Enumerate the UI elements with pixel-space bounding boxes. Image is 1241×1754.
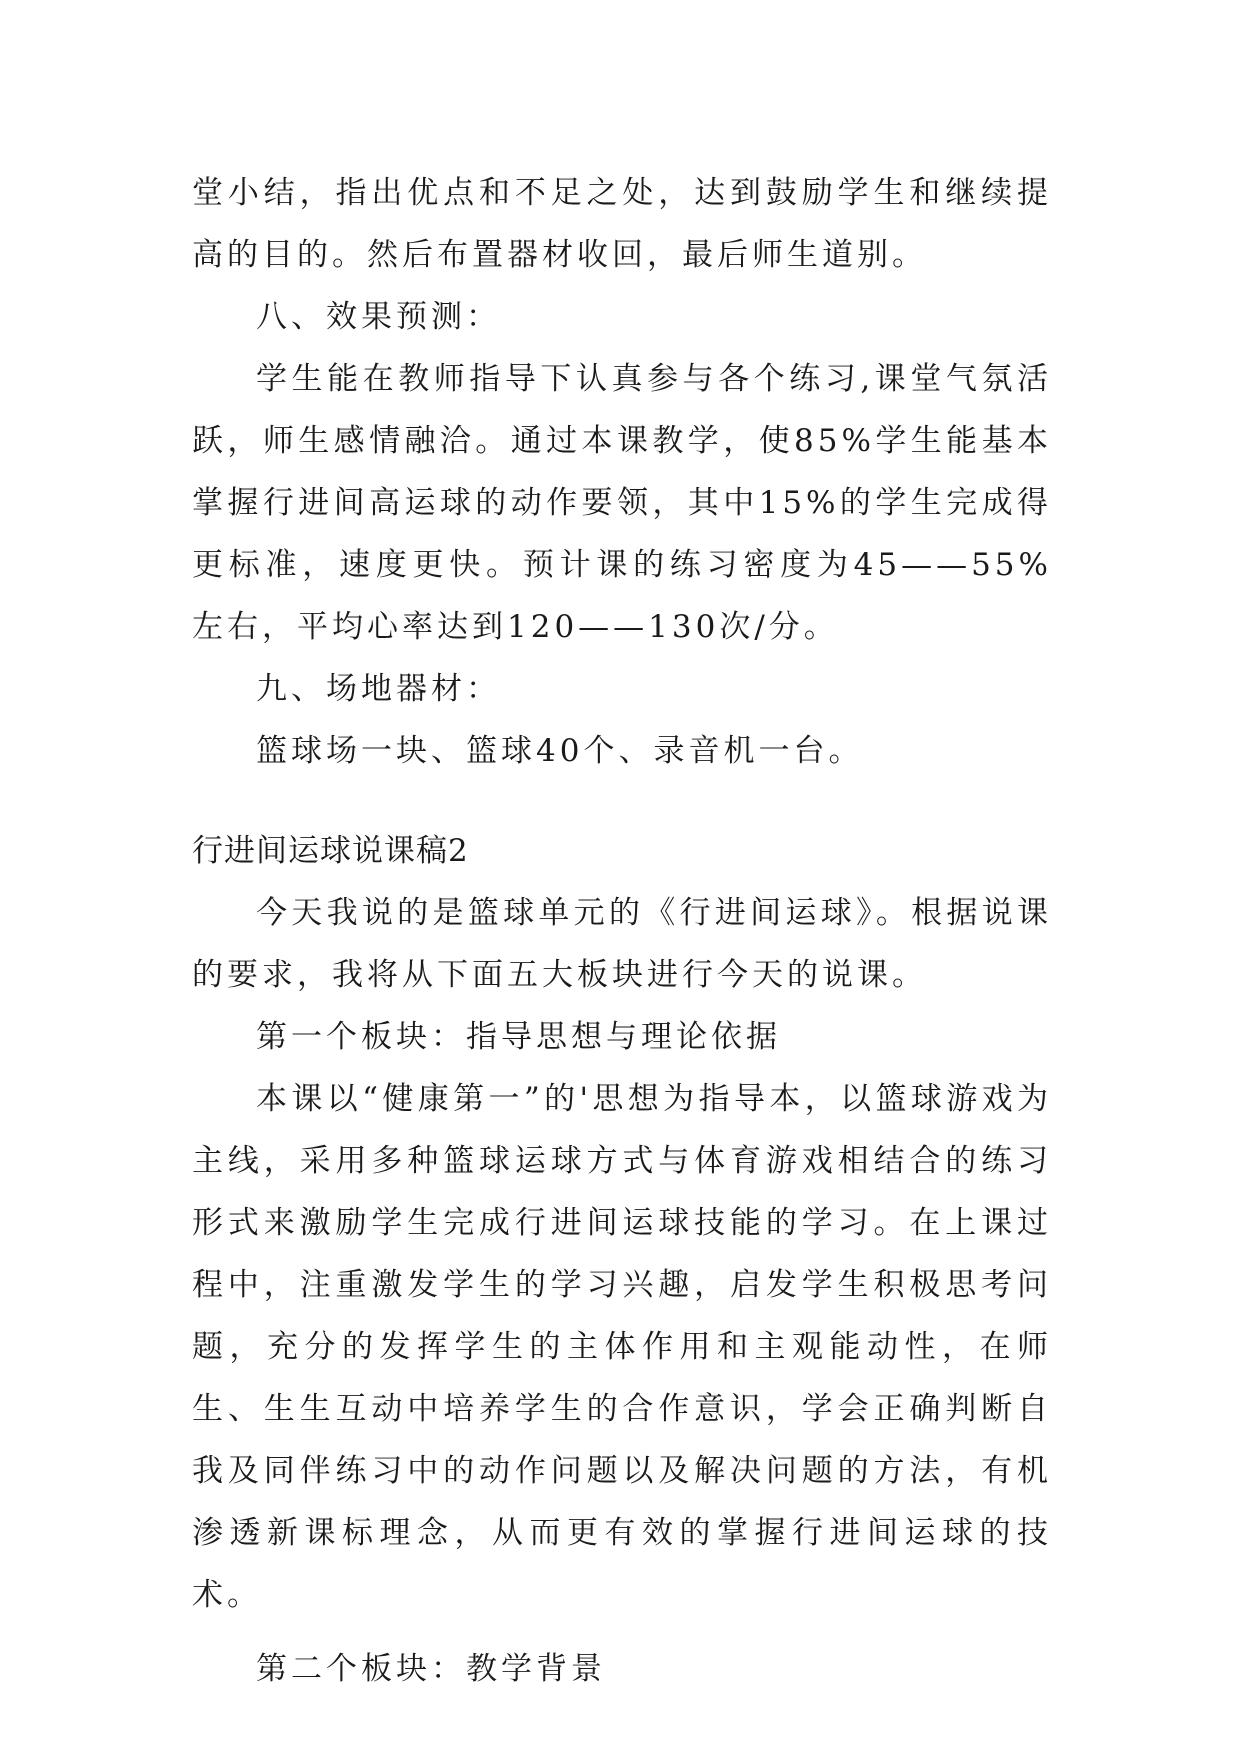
paragraph-venue-equipment: 篮球场一块、篮球40个、录音机一台。 xyxy=(256,733,864,769)
heading-venue-equipment: 九、场地器材： xyxy=(256,671,501,707)
paragraph-guiding-thought: 本课以“健康第一”的'思想为指导本，以篮球游戏为主线，采用多种篮球运球方式与体育游戏相结合的练习形式来激励学生完成行进间运球技能的学习。在上课过程中，注重激发学生的学习兴趣，启发学生积极思考问题，充分的发挥学生的主体作用和主观能动性，在师生、生生互动中培养学生的合作意识，学会正确判断自我及同伴练习中的动作问题以及解决问题的方法，有机渗透新课标理念，从而更有效的掌握行进间运球的技术。 xyxy=(192,1081,1052,1613)
paragraph-intro: 今天我说的是篮球单元的《行进间运球》。根据说课的要求，我将从下面五大板块进行今天的说课。 xyxy=(192,895,1052,993)
heading-effect-prediction: 八、效果预测： xyxy=(256,299,501,335)
heading-block-two: 第二个板块：教学背景 xyxy=(256,1651,606,1687)
paragraph-effect-prediction: 学生能在教师指导下认真参与各个练习,课堂气氛活跃，师生感情融洽。通过本课教学，使85%学生能基本掌握行进间高运球的动作要领，其中15%的学生完成得更标准，速度更快。预计课的练习密度为45——55%左右，平均心率达到120——130次/分。 xyxy=(192,361,1052,645)
document-body xyxy=(192,162,1052,1700)
heading-block-one: 第一个板块：指导思想与理论依据 xyxy=(256,1019,781,1055)
paragraph-summary-continuation: 堂小结，指出优点和不足之处，达到鼓励学生和继续提高的目的。然后布置器材收回，最后师生道别。 xyxy=(192,175,1052,273)
section-title: 行进间运球说课稿2 xyxy=(192,833,469,869)
